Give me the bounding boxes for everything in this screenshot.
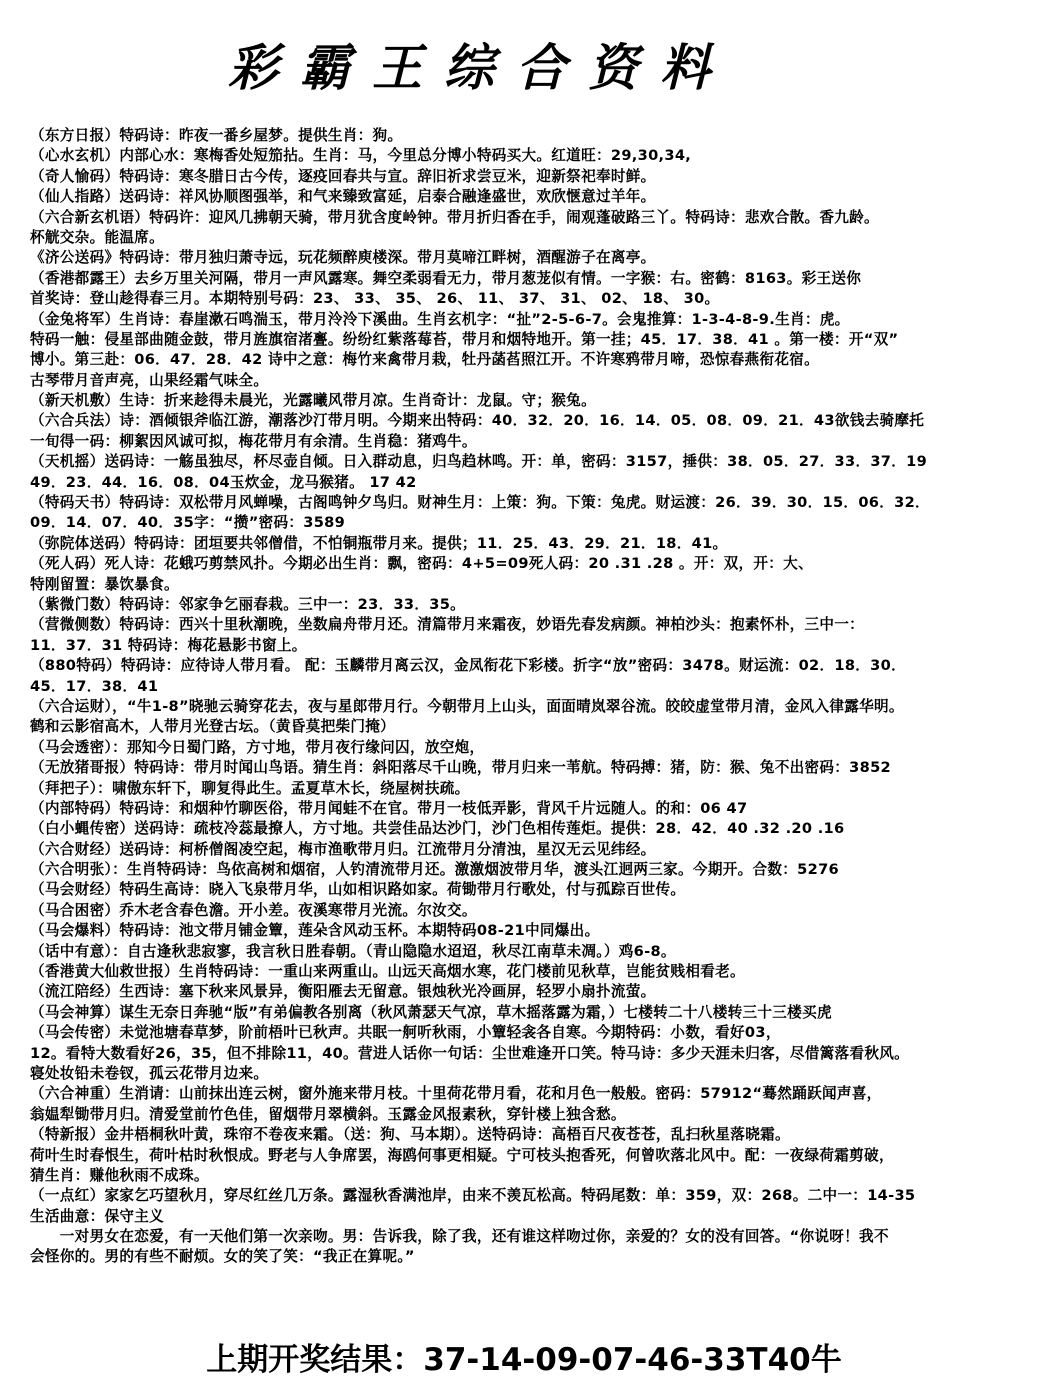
text-line: 翁媪犁锄带月归。清爱堂前竹色佳，留烟带月翠横斜。玉露金风报素秋，穿针楼上独含愁。 (30, 1105, 626, 1123)
text-line: （马会爆料）特码诗：池文带月铺金簟，莲朵含风动玉杯。本期特码08-21中同爆出。 (30, 922, 600, 940)
text-line: （马会传密）未觉池塘春草梦，阶前梧叶已秋声。共眠一舸听秋雨，小簟轻衾各自寒。今期特码：小数，看好03， (30, 1024, 781, 1042)
text-line: 荷叶生时春恨生，荷叶枯时秋恨成。野老与人争席罢，海鸥何事更相疑。宁可枝头抱香死，何曾吹落北风中。配：一夜绿荷霜剪破， (30, 1146, 894, 1164)
text-line: （话中有意）：自古逢秋悲寂寥，我言秋日胜春朝。（青山隐隐水迢迢，秋尽江南草未凋。）鸡6-8。 (30, 942, 676, 960)
text-line: （无放猪哥报）特码诗：带月时闻山鸟语。猜生肖：斜阳落尽千山晚，带月归来一苇航。特码搏：猪，防：猴、兔不出密码：3852 (30, 759, 891, 777)
text-line: （内部特码）特码诗：和烟种竹聊医俗，带月闻蛙不在官。带月一枝低弄影，背风千片远随人。的和：06 47 (30, 799, 748, 817)
text-line: （拜把子）：啸傲东轩下，聊复得此生。孟夏草木长，绕屋树扶疏。 (30, 779, 470, 797)
text-line: （香港黄大仙救世报）生肖特码诗：一重山来两重山。山远天高烟水寒，花门楼前见秋草，岂能贫贱相看老。 (30, 963, 745, 981)
body-text (30, 126, 1044, 1268)
text-line: （特码天书）特码诗：双松带月风蝉噪，古阁鸣钟夕鸟归。财神生月：上策：狗。下策：兔虎。财运渡：26．39．30．15．06．32． (30, 494, 930, 512)
text-line: （六合财经）送码诗：柯桥僧阁凌空起，梅市渔歌带月归。江流带月分清浊，星汉无云见纬经。 (30, 840, 656, 858)
text-line: 猜生肖：赚他秋雨不成珠。 (30, 1166, 209, 1184)
text-line: 鹤和云影宿高木，人带月光登古坛。（黄昏莫把柴门掩） (30, 718, 396, 736)
text-line: 09．14．07．40．35字：“攒”密码：3589 (30, 514, 346, 532)
text-line: （心水玄机）内部心水：寒梅香处短笳拈。生肖：马，今里总分博小特码买大。红道旺：29,30,34, (30, 147, 692, 165)
text-line: （六合明张）：生肖特码诗：鸟依高树和烟宿，人钓清流带月还。激激烟波带月华，渡头江迥两三家。今期开。合数：5276 (30, 861, 839, 879)
text-line: （死人码）死人诗：花蛾巧剪禁风扑。今期必出生肖：飘，密码：4+5=09死人码：20 .31 .28 。开：双，开：大、 (30, 555, 813, 573)
text-line: 特码一触：侵星部曲随金鼓，带月旌旗宿渚亹。纷纷红紫落莓苔，带月和烟特地开。第一挂；45．17．38．41 。第一楼：开“双” (30, 330, 899, 348)
text-line: （特新报）金井梧桐秋叶黄，珠帘不卷夜来霜。（送：狗、马本期）。送特码诗：高梧百尺夜苍苍，乱扫秋星落晓霜。 (30, 1126, 790, 1144)
text-line: （六合新玄机语）特码许：迎风几拂朝天骑，带月犹含度岭钟。带月折归香在手，闹观蓬破路三丫。特码诗：悲欢合散。香九龄。 (30, 208, 879, 226)
text-line: 49．23．44．16．08．04玉炊金，龙马猴猪。 17 42 (30, 473, 417, 491)
text-line: 《济公送码》特码诗：带月独归萧寺远，玩花频醉庾楼深。带月莫啼江畔树，酒醒游子在离亭。 (30, 249, 656, 267)
text-line: （天机摇）送码诗：一觞虽独尽，杯尽壶自倾。日入群动息，归鸟趋林鸣。开：单，密码：3157，捶供：38．05．27．33．37．19 (30, 453, 928, 471)
text-line: 特刚留置：暴饮暴食。 (30, 575, 179, 593)
text-line: （880特码）特码诗：应待诗人带月看。 配：玉麟带月离云汉，金凤衔花下彩楼。折字“放”密码：3478。财运流：02．18．30． (30, 657, 906, 675)
text-line: （流江陪经）生西诗：塞下秋来风景异，衡阳雁去无留意。银烛秋光冷画屏，轻罗小扇扑流萤。 (30, 983, 656, 1001)
text-line: （马合困密）乔木老含春色澹。开小差。夜溪寒带月光流。尔汝交。 (30, 901, 477, 919)
text-line: （白小蝿传密）送码诗：疏枝冷蕊最撩人，方寸地。共尝佳品达沙门，沙门色相传莲炬。提供：28．42．40 .32 .20 .16 (30, 820, 845, 838)
text-line: （香港都露王）去乡万里关河隔，带月一声风露寒。舞空柔弱看无力，带月葱茏似有情。一字猴：右。密鹤：8163。彩王送你 (30, 269, 862, 287)
text-line: （马会神算）谋生无奈日奔驰“版”有弟偏教各别离（秋风萧瑟天气凉，草木摇落露为霜，）七楼转二十八楼转三十三楼买虎 (30, 1003, 832, 1021)
text-line: 首奖诗：登山趁得春三月。本期特别号码：23、 33、 35、 26、 11、 37、 31、 02、 18、 30。 (30, 290, 720, 308)
text-line: 45．17．38．41 (30, 677, 159, 695)
text-line: 生活曲意：保守主义 (30, 1207, 165, 1225)
text-line: 会怪你的。男的有些不耐烦。女的笑了笑：“我正在算呢。” (30, 1248, 415, 1266)
text-line: （马会透密）：那知今日蜀门路，方寸地，带月夜行缘问囚，放空炮， (30, 738, 485, 756)
text-line: 11．37．31 特码诗：梅花悬影书窗上。 (30, 636, 307, 654)
page-title: 彩霸王综合资料 (228, 38, 732, 97)
text-line: （六合神重）生消请：山前抹出连云树，窗外施来带月枝。十里荷花带月看，花和月色一般般。密码：57912“蓦然踊跃闻声喜， (30, 1085, 882, 1103)
text-line: （马会财经）特码生高诗：晓入飞泉带月华，山如相识路如家。荷锄带月行歌处，付与孤踪百世传。 (30, 881, 686, 899)
text-line: （营微侧数）特码诗：西兴十里秋潮晚，坐数扁舟带月还。清篇带月来霜夜，妙语先春发病颜。神柏沙头：抱素怀朴，三中一： (30, 616, 865, 634)
text-line: （东方日报）特码诗：昨夜一番乡屋梦。提供生肖：狗。 (30, 127, 403, 144)
text-line: （弥院体送码）特码诗：团垣要共邻僧借，不怕铜瓶带月来。提供；11．25．43．29．21．18．41。 (30, 534, 728, 552)
text-line: （金兔将军）生肖诗：春崖漱石鸣湍玉，带月泠泠下溪曲。生肖玄机字：“扯”2-5-6-7。会鬼推算：1-3-4-8-9.生肖：虎。 (30, 310, 850, 328)
text-line: 寝处妆铅未卷钗，孤云花带月边来。 (30, 1064, 269, 1082)
text-line: 一对男女在恋爱，有一天他们第一次亲吻。男：告诉我，除了我，还有谁这样吻过你，亲爱的？女的没有回答。“你说呀！我不 (30, 1228, 889, 1246)
text-line: （紫微门数）特码诗：邻家争乞丽春栽。三中一：23．33．35。 (30, 595, 466, 613)
last-draw-result: 上期开奖结果：37-14-09-07-46-33T40牛 (206, 1342, 842, 1378)
text-line: （一点红）家家乞巧望秋月，穿尽红丝几万条。露湿秋香满池岸，由来不羡瓦松高。特码尾数：单：359，双：268。二中一：14-35 (30, 1187, 916, 1205)
text-line: 杯觥交杂。能温席。 (30, 228, 165, 246)
text-line: （奇人愉码）特码诗：寒冬腊日古今传，逐疫回春共与宣。辞旧祈求尝豆米，迎新祭祀奉时鲜。 (30, 167, 656, 185)
text-line: 古琴带月音声亮，山果经霜气味全。 (30, 371, 269, 389)
text-line: （六合兵法）诗：酒倾银斧临江游，潮落沙汀带月明。今期来出特码：40．32．20．16．14．05．08．09．21．43欲钱去骑摩托 (30, 412, 925, 430)
text-line: （仙人指路）送码诗：祥风协顺图强举，和气来臻致富延，启泰合融逢盛世，欢欣惬意过羊年。 (30, 188, 656, 206)
text-line: 一旬得一码：柳絮因风诚可拟，梅花带月有余清。生肖稳：猪鸡牛。 (30, 432, 477, 450)
text-line: （新天机敷）生诗：折来趁得未晨光，光露曦风带月凉。生肖奇计：龙鼠。守；猴兔。 (30, 392, 596, 410)
text-line: 12。看特大数看好26，35，但不排除11，40。营进人话你一句话：尘世难逢开口笑。特马诗：多少天涯未归客，尽借篱落看秋风。 (30, 1044, 910, 1062)
text-line: 博小。第三赴：06．47．28．42 诗中之意：梅竹来禽带月栽，牡丹菡萏照江开。不许寒鸦带月啼，恐惊春燕衔花宿。 (30, 351, 820, 369)
text-line: （六合运财），“牛1-8”晓驰云骑穿花去，夜与星郎带月行。今朝带月上山头，面面晴岚翠谷流。皎皎虚堂带月清，金风入律露华明。 (30, 697, 904, 715)
